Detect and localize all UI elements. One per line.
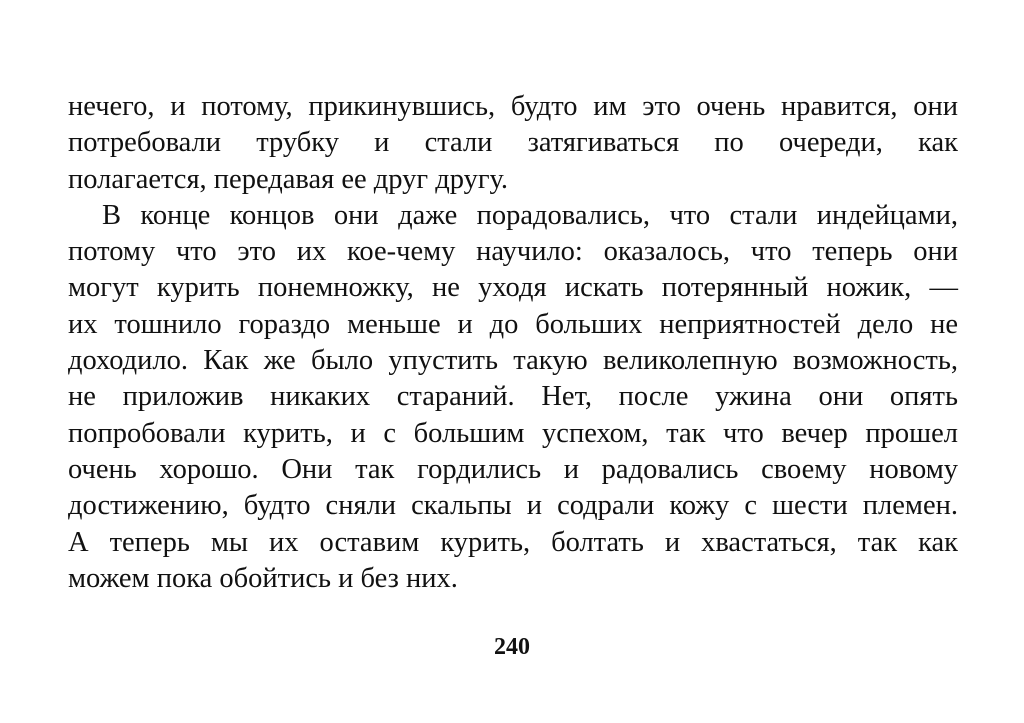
- text-line: потому что это их кое-чему научило: оказалось, что теперь они: [68, 236, 958, 268]
- text-line: можем пока обойтись и без них.: [68, 562, 458, 594]
- text-line: нечего, и потому, прикинувшись, будто им это очень нравится, они: [68, 91, 958, 122]
- page-number: 240: [494, 634, 530, 660]
- text-line: их тошнило гораздо меньше и до больших неприятностей дело не: [68, 308, 958, 340]
- text-line: могут курить понемножку, не уходя искать потерянный ножик, —: [68, 272, 958, 304]
- body-text: [68, 89, 958, 597]
- text-line: А теперь мы их оставим курить, болтать и хвастаться, так как: [68, 526, 958, 558]
- text-line: попробовали курить, и с большим успехом, так что вечер прошел: [68, 417, 958, 449]
- text-line: доходило. Как же было упустить такую великолепную возможность,: [68, 345, 958, 377]
- text-line: достижению, будто сняли скальпы и содрали кожу с шести племен.: [68, 490, 958, 522]
- text-line: потребовали трубку и стали затягиваться по очереди, как: [68, 127, 958, 159]
- text-line: не приложив никаких стараний. Нет, после ужина они опять: [68, 381, 958, 413]
- paragraph-2: [68, 198, 958, 597]
- text-line: очень хорошо. Они так гордились и радовались своему новому: [68, 453, 958, 485]
- paragraph-1: [68, 89, 958, 198]
- text-line: полагается, передавая ее друг другу.: [68, 163, 509, 195]
- text-line: В конце концов они даже порадовались, что стали индейцами,: [102, 199, 958, 231]
